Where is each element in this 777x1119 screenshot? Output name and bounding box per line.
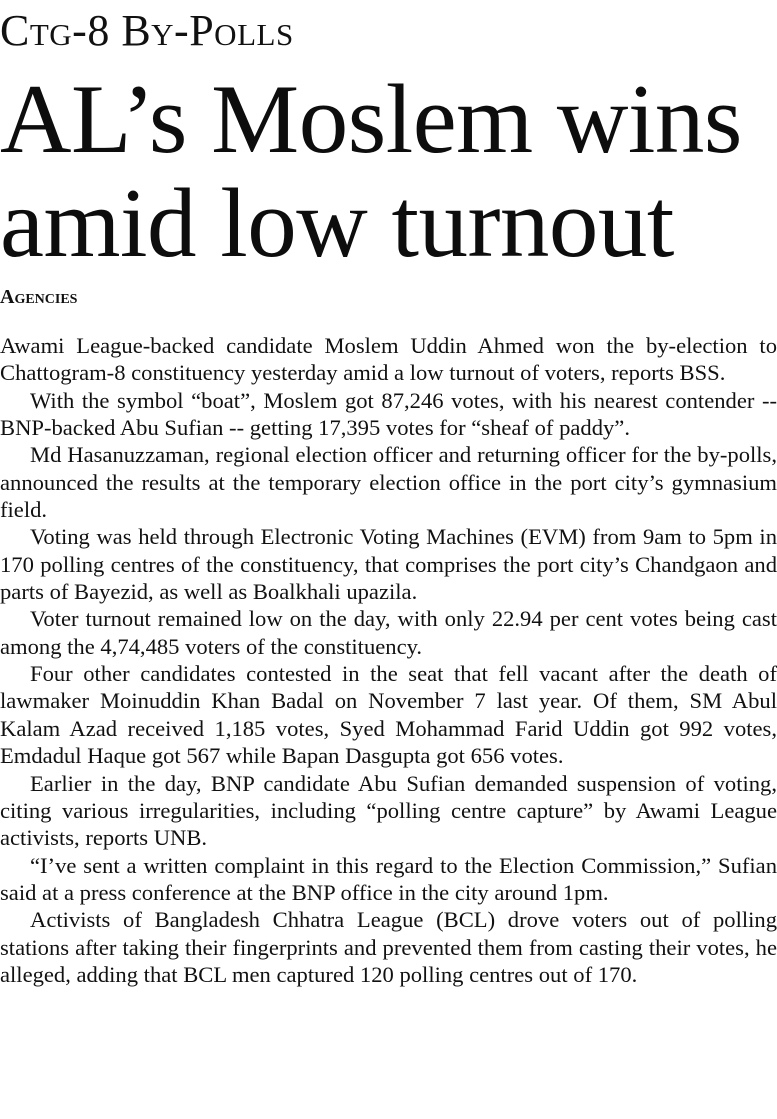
paragraph-4: Voting was held through Electronic Voting Machines (EVM) from 9am to 5pm in 170 polling centres of the constituency, that comprises the port city’s Chandgaon and parts of Bayezid, as well as Boalkhali upazila. (0, 524, 777, 605)
paragraph-5: Voter turnout remained low on the day, with only 22.94 per cent votes being cast among the 4,74,485 voters of the constituency. (0, 606, 777, 659)
headline (0, 65, 777, 278)
section-kicker: Ctg-8 By-Polls (0, 6, 294, 55)
paragraph-9: Activists of Bangladesh Chhatra League (BCL) drove voters out of polling stations after taking their fingerprints and prevented them from casting their votes, he alleged, adding that BCL men captured 120 polling centres out of 170. (0, 907, 777, 987)
paragraph-1: Awami League-backed candidate Moslem Uddin Ahmed won the by-election to Chattogram-8 constituency yesterday amid a low turnout of voters, reports BSS. (0, 333, 777, 386)
article-body (0, 332, 777, 988)
byline: Agencies (0, 286, 78, 308)
headline-line-1: AL’s Moslem wins (0, 65, 742, 174)
paragraph-3: Md Hasanuzzaman, regional election officer and returning officer for the by-polls, announced the results at the temporary election office in the port city’s gymnasium field. (0, 442, 777, 523)
paragraph-6: Four other candidates contested in the seat that fell vacant after the death of lawmaker Moinuddin Khan Badal on November 7 last year. Of them, SM Abul Kalam Azad received 1,185 votes, Syed Mohammad Farid Uddin got 992 votes, Emdadul Haque got 567 while Bapan Dasgupta got 656 votes. (0, 661, 777, 769)
headline-line-2: amid low turnout (0, 169, 674, 278)
paragraph-2: With the symbol “boat”, Moslem got 87,246 votes, with his nearest contender -- BNP-backed Abu Sufian -- getting 17,395 votes for “sheaf of paddy”. (0, 387, 777, 441)
paragraph-7: Earlier in the day, BNP candidate Abu Sufian demanded suspension of voting, citing various irregularities, including “polling centre capture” by Awami League activists, reports UNB. (0, 770, 777, 851)
paragraph-8: “I’ve sent a written complaint in this regard to the Election Commission,” Sufian said at a press conference at the BNP office in the city around 1pm. (0, 852, 777, 905)
